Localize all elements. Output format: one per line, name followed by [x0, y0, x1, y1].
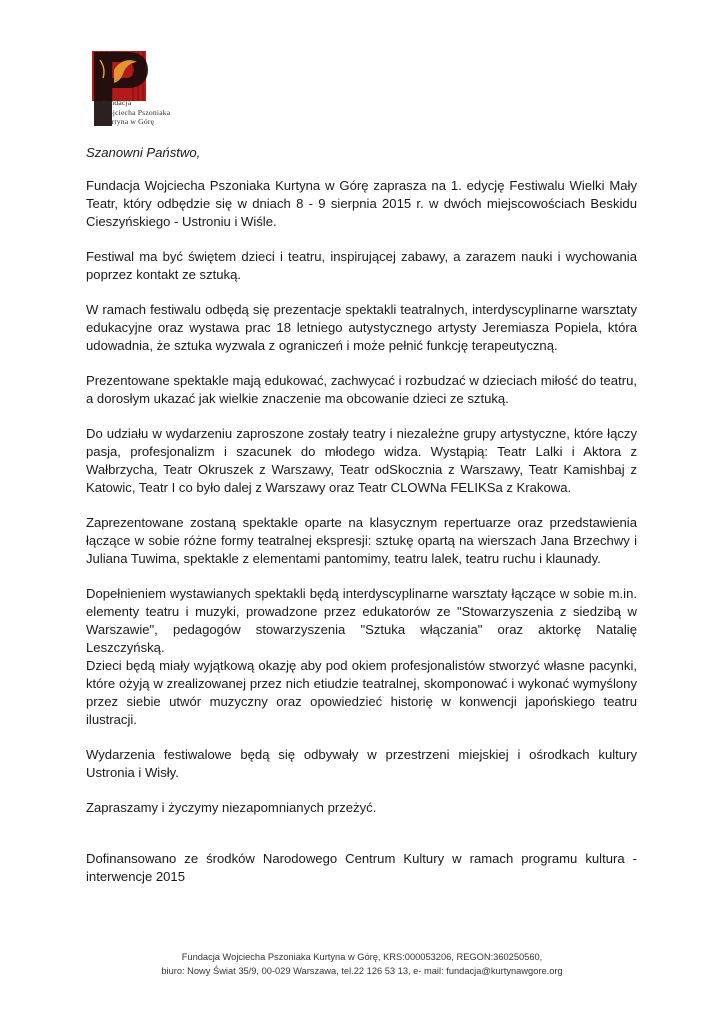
paragraph-purpose: Festiwal ma być świętem dzieci i teatru, inspirującej zabawy, a zarazem nauki i wychowania poprzez kontakt ze sztuką.: [86, 249, 637, 282]
logo-line-1: Fundacja: [102, 98, 132, 107]
paragraph-participants: Do udziału w wydarzeniu zaproszone zostały teatry i niezależne grupy artystyczne, które łączy pasja, profesjonalizm i szacunek do młodego widza. Wystąpią: Teatr Lalki i Aktora z Wałbrzycha, Teatr Okruszek z Warszawy, Teatr odSkocznia z Warszawy, Teatr Kamishbaj z Katowic, Teatr I co było dalej z Warszawy oraz Teatr CLOWNa FELIKSa z Krakowa.: [86, 426, 637, 495]
footer: [0, 950, 724, 978]
logo-text: [102, 98, 170, 127]
foundation-logo: [90, 48, 200, 130]
salutation: Szanowni Państwo,: [86, 145, 201, 160]
paragraph-children: Dzieci będą miały wyjątkową okazję aby pod okiem profesjonalistów stworzyć własne pacynki, które ożyją w zrealizowanej przez nich etiudzie teatralnej, skomponować i wykonać wymyślony przez siebie utwór muzyczny oraz opowiedzieć historię w konwencji japońskiego teatru ilustracji.: [86, 658, 637, 727]
paragraph-program: W ramach festiwalu odbędą się prezentacje spektakli teatralnych, interdyscyplinarne warsztaty edukacyjne oraz wystawa prac 18 letniego autystycznego artysty Jeremiasza Popiela, która udowadnia, że sztuka wyzwala z ograniczeń i może pełnić funkcję terapeutyczną.: [86, 302, 637, 353]
paragraph-repertoire: Zaprezentowane zostaną spektakle oparte na klasycznym repertuarze oraz przedstawienia łączące w sobie różne formy teatralnej ekspresji: sztukę opartą na wierszach Jana Brzechwy i Juliana Tuwima, spektakle z elementami pantomimy, teatru lalek, teatru ruchu i klaunady.: [86, 515, 637, 566]
paragraph-goals: Prezentowane spektakle mają edukować, zachwycać i rozbudzać w dzieciach miłość do teatru, a dorosłym ukazać jak wielkie znaczenie ma obcowanie dzieci ze sztuką.: [86, 373, 637, 406]
paragraph-funding: Dofinansowano ze środków Narodowego Centrum Kultury w ramach programu kultura - interwencje 2015: [86, 851, 637, 884]
paragraph-closing: Zapraszamy i życzymy niezapomnianych przeżyć.: [86, 800, 377, 815]
logo-line-3: Kurtyna w Górę: [102, 117, 155, 126]
logo-line-2: Wojciecha Pszoniaka: [102, 107, 171, 117]
letter-body: [86, 144, 637, 903]
footer-line-2: biuro: Nowy Świat 35/9, 00-029 Warszawa, tel.22 126 53 13, e- mail: fundacja@kurtynawgore.org: [161, 966, 563, 976]
paragraph-intro: Fundacja Wojciecha Pszoniaka Kurtyna w Górę zaprasza na 1. edycję Festiwalu Wielki Mały Teatr, który odbędzie się w dniach 8 - 9 sierpnia 2015 r. w dwóch miejscowościach Beskidu Cieszyńskiego - Ustroniu i Wiśle.: [86, 178, 637, 229]
paragraph-workshops: Dopełnieniem wystawianych spektakli będą interdyscyplinarne warsztaty łączące w sobie m.in. elementy teatru i muzyki, prowadzone przez edukatorów ze "Stowarzyszenia z siedzibą w Warszawie", pedagogów stowarzyszenia "Sztuka włączania" oraz aktorkę Natalię Leszczyńską.: [86, 586, 637, 655]
paragraph-venues: Wydarzenia festiwalowe będą się odbywały w przestrzeni miejskiej i ośrodkach kultury Ustronia i Wisły.: [86, 747, 637, 780]
footer-line-1: Fundacja Wojciecha Pszoniaka Kurtyna w Górę, KRS:000053206, REGON:360250560,: [181, 952, 543, 962]
